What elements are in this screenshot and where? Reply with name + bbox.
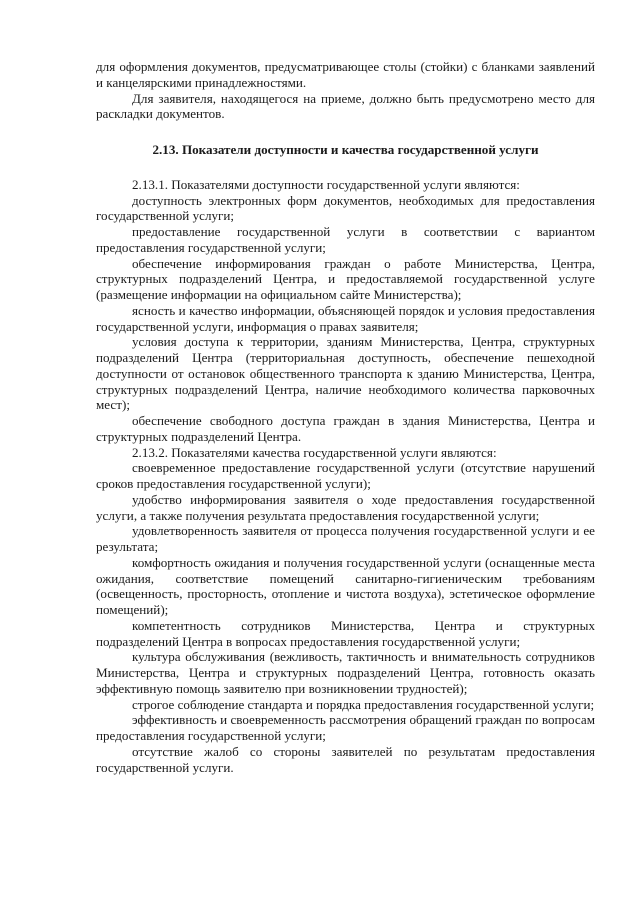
- paragraph: условия доступа к территории, зданиям Министерства, Центра, структурных подразделений Центра (территориальная доступность, обеспечение пешеходной доступности от остановок общественного транспорта к зданию Министерства, Центра, структурных подразделений Центра, наличие необходимого количества парковочных мест);: [96, 334, 595, 413]
- paragraph: строгое соблюдение стандарта и порядка предоставления государственной услуги;: [132, 696, 595, 712]
- paragraph: отсутствие жалоб со стороны заявителей по результатам предоставления государственной услуги.: [96, 743, 595, 775]
- paragraph: культура обслуживания (вежливость, тактичность и внимательность сотрудников Министерства, Центра и структурных подразделений Центра, готовность оказать эффективную помощь заявителю при возникновении трудностей);: [96, 649, 595, 696]
- paragraph: удобство информирования заявителя о ходе предоставления государственной услуги, а также получения результата предоставления государственной услуги;: [96, 491, 595, 523]
- paragraph: компетентность сотрудников Министерства, Центра и структурных подразделений Центра в вопросах предоставления государственной услуги;: [96, 617, 595, 649]
- paragraph: доступность электронных форм документов, необходимых для предоставления государственной услуги;: [96, 192, 595, 224]
- paragraph: обеспечение свободного доступа граждан в здания Министерства, Центра и структурных подразделений Центра.: [96, 413, 595, 444]
- intro-paragraph-1: для оформления документов, предусматривающее столы (стойки) с бланками заявлений и канцелярскими принадлежностями.: [96, 59, 595, 90]
- paragraph-2-13-2: 2.13.2. Показателями качества государственной услуги являются:: [132, 444, 497, 460]
- paragraph: предоставление государственной услуги в соответствии с вариантом предоставления государственной услуги;: [96, 224, 595, 255]
- intro-paragraph-2: Для заявителя, находящегося на приеме, должно быть предусмотрено место для раскладки документов.: [96, 90, 595, 122]
- section-title: 2.13. Показатели доступности и качества государственной услуги: [152, 142, 539, 157]
- paragraph: своевременное предоставление государственной услуги (отсутствие нарушений сроков предоставления государственной услуги);: [96, 460, 595, 491]
- paragraph: комфортность ожидания и получения государственной услуги (оснащенные места ожидания, соответствие помещений санитарно-гигиеническим требованиям (освещенность, просторность, отопление и чистота воздуха), эстетическое оформление помещений);: [96, 554, 595, 617]
- paragraph: эффективность и своевременность рассмотрения обращений граждан по вопросам предоставления государственной услуги;: [96, 712, 595, 743]
- paragraph: удовлетворенность заявителя от процесса получения государственной услуги и ее результата;: [96, 523, 595, 554]
- paragraph: ясность и качество информации, объясняющей порядок и условия предоставления государственной услуги, информация о правах заявителя;: [96, 302, 595, 334]
- paragraph-2-13-1: 2.13.1. Показателями доступности государственной услуги являются:: [132, 176, 520, 192]
- paragraph: обеспечение информирования граждан о работе Министерства, Центра, структурных подразделений Центра, и предоставляемой государственной услуге (размещение информации на официальном сайте Министерства);: [96, 255, 595, 302]
